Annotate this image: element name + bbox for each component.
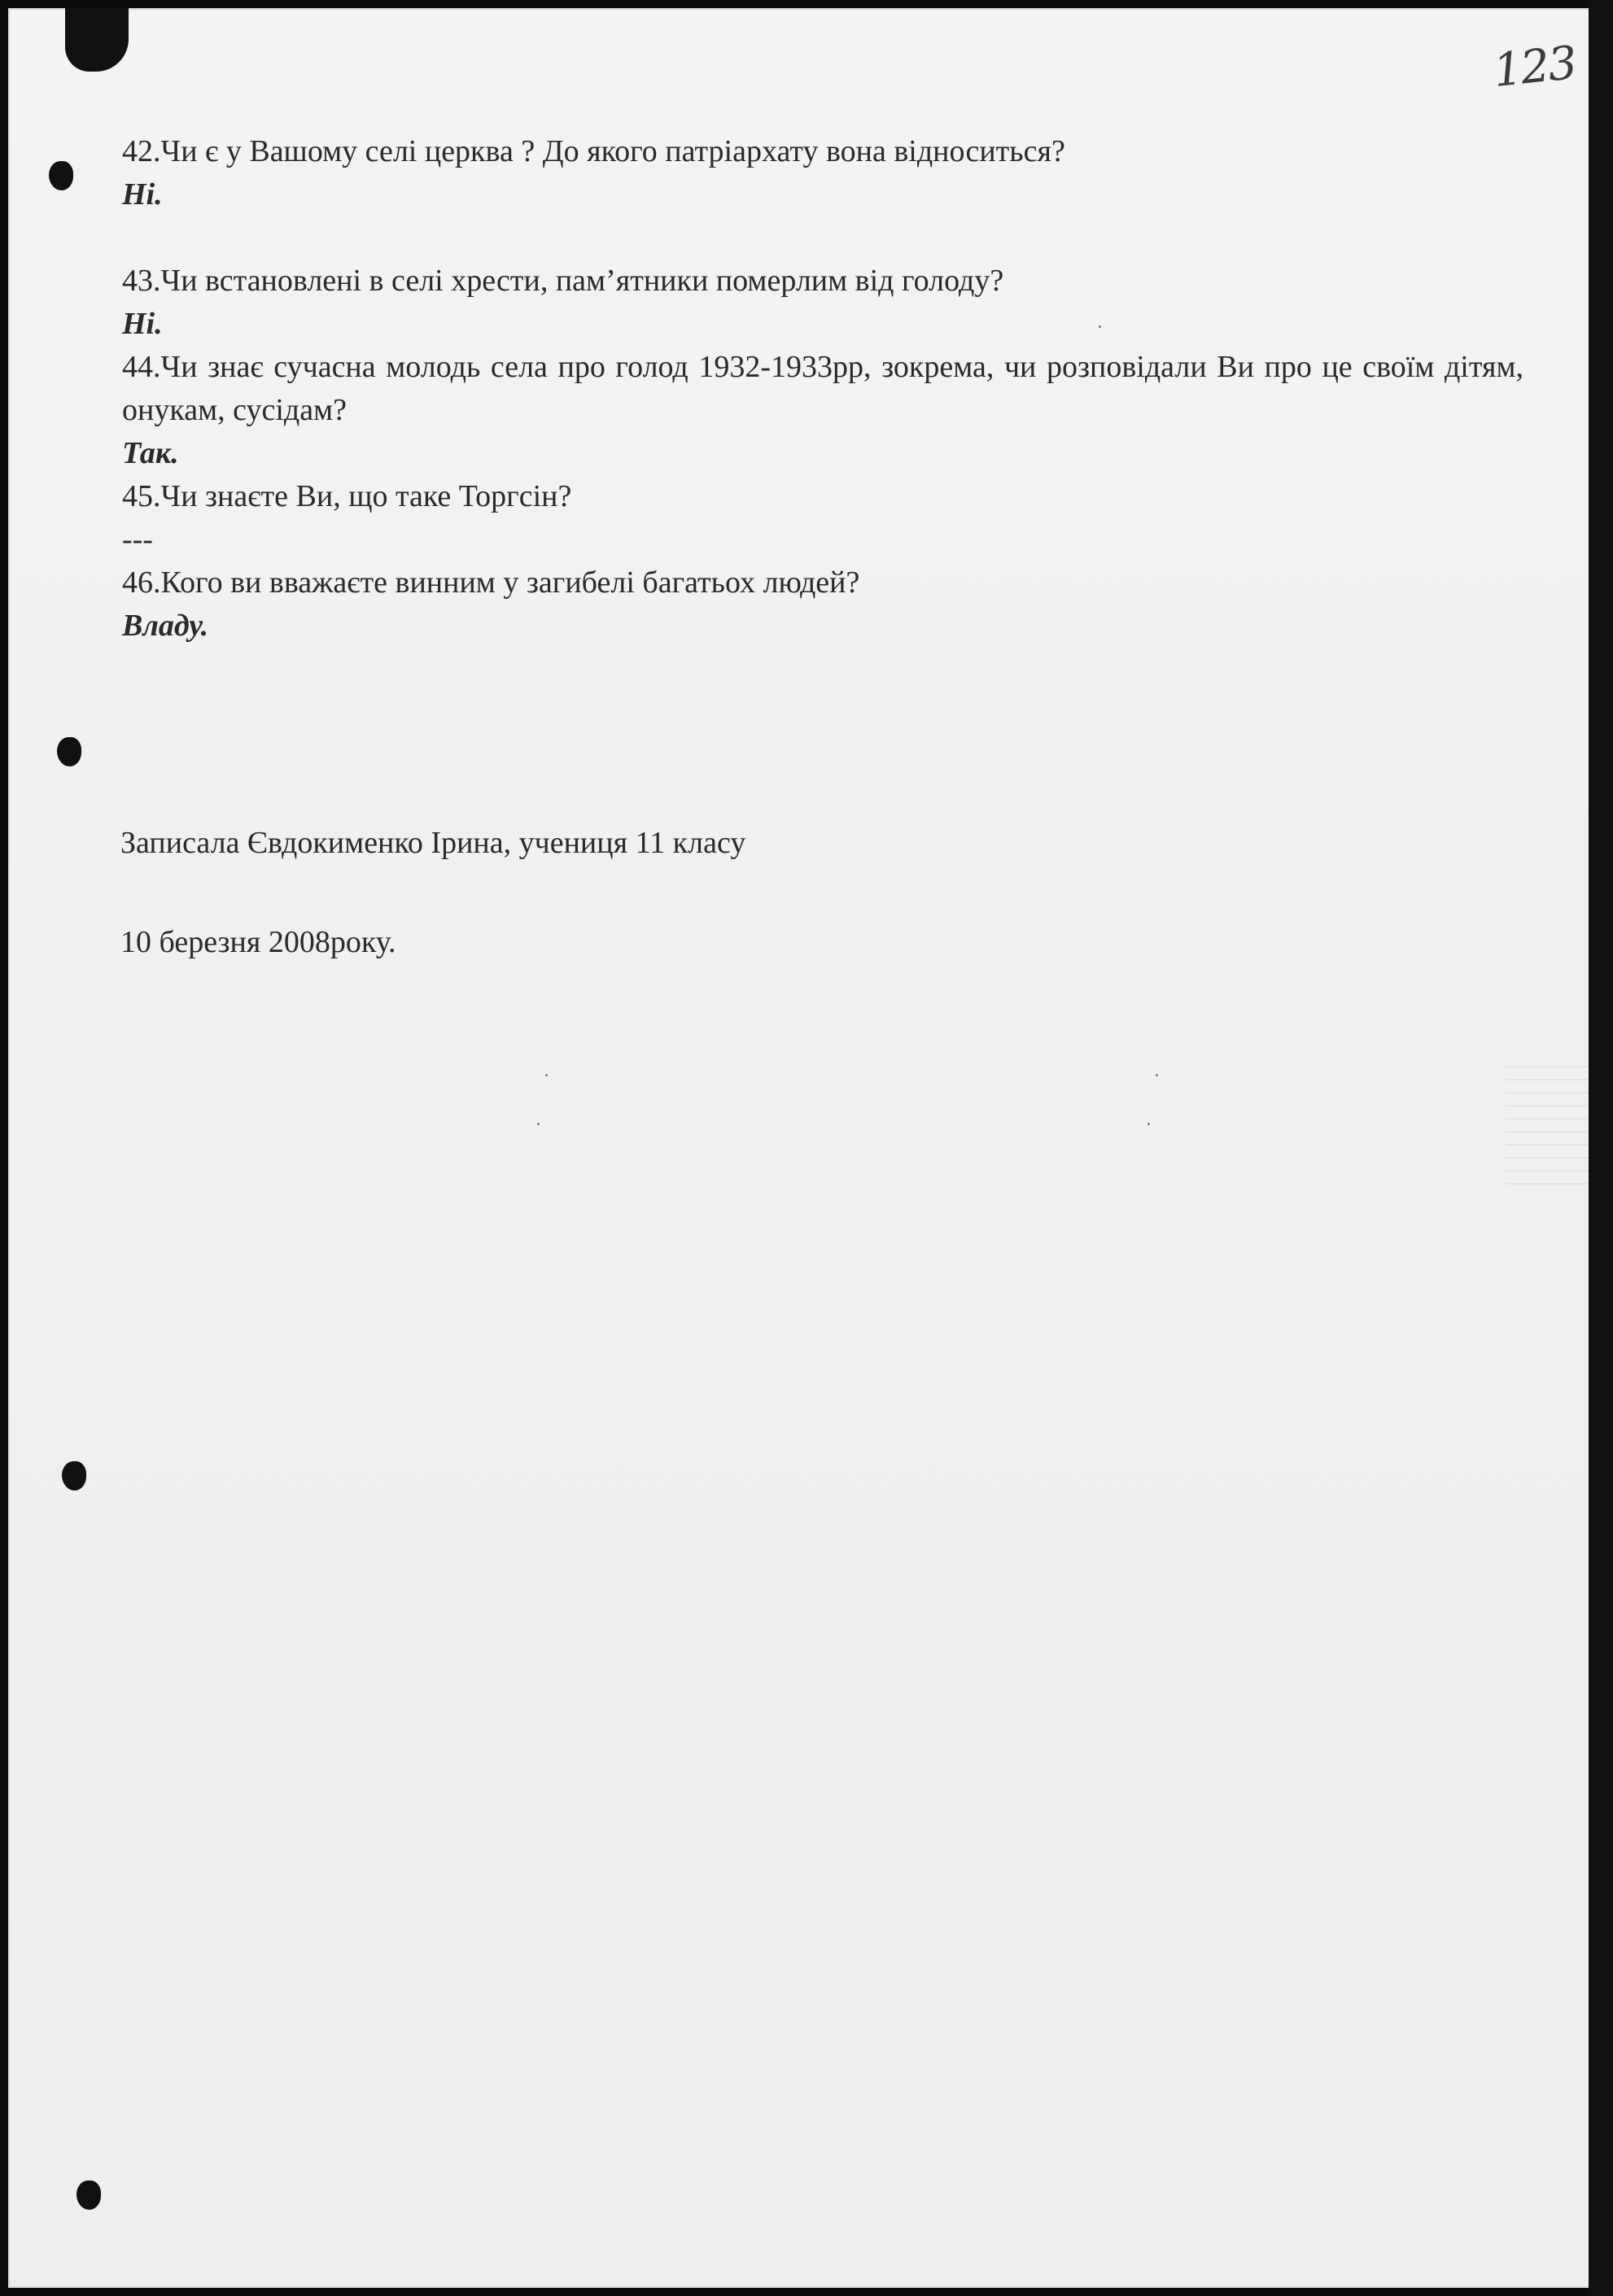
recorded-by-line: Записала Євдокименко Ірина, учениця 11 класу (120, 826, 746, 860)
scan-speck (1156, 1074, 1158, 1076)
questionnaire-body (122, 130, 1523, 648)
answer-43: Ні. (122, 307, 163, 341)
scan-speck (537, 1123, 540, 1125)
answer-45: --- (122, 522, 153, 557)
answer-44: Так. (122, 436, 179, 470)
handwritten-page-number: 123 (1490, 36, 1579, 98)
answer-46: Владу. (122, 609, 209, 643)
scan-speck (1147, 1123, 1150, 1125)
question-46: 46.Кого ви вважаєте винним у загибелі багатьох людей? (122, 565, 860, 600)
spacer (122, 216, 1523, 260)
punch-hole (49, 161, 73, 190)
punch-hole (62, 1461, 86, 1491)
question-45: 45.Чи знаєте Ви, що таке Торгсін? (122, 479, 572, 513)
scan-border (1589, 0, 1613, 2296)
bleed-through-marks (1506, 1066, 1595, 1196)
question-43: 43.Чи встановлені в селі хрести, пам’ятники померлим від голоду? (122, 264, 1004, 298)
torn-corner (65, 8, 129, 72)
question-44: 44.Чи знає сучасна молодь села про голод 1932-1933рр, зокрема, чи розповідали Ви про це своїм дітям, онукам, сусідам? (122, 350, 1523, 427)
document-page (8, 8, 1605, 2288)
punch-hole (76, 2180, 101, 2210)
scan-speck (545, 1074, 548, 1076)
answer-42: Ні. (122, 177, 163, 212)
date-line: 10 березня 2008року. (120, 925, 396, 959)
question-42: 42.Чи є у Вашому селі церква ? До якого патріархату вона відноситься? (122, 134, 1065, 168)
punch-hole (57, 737, 81, 766)
